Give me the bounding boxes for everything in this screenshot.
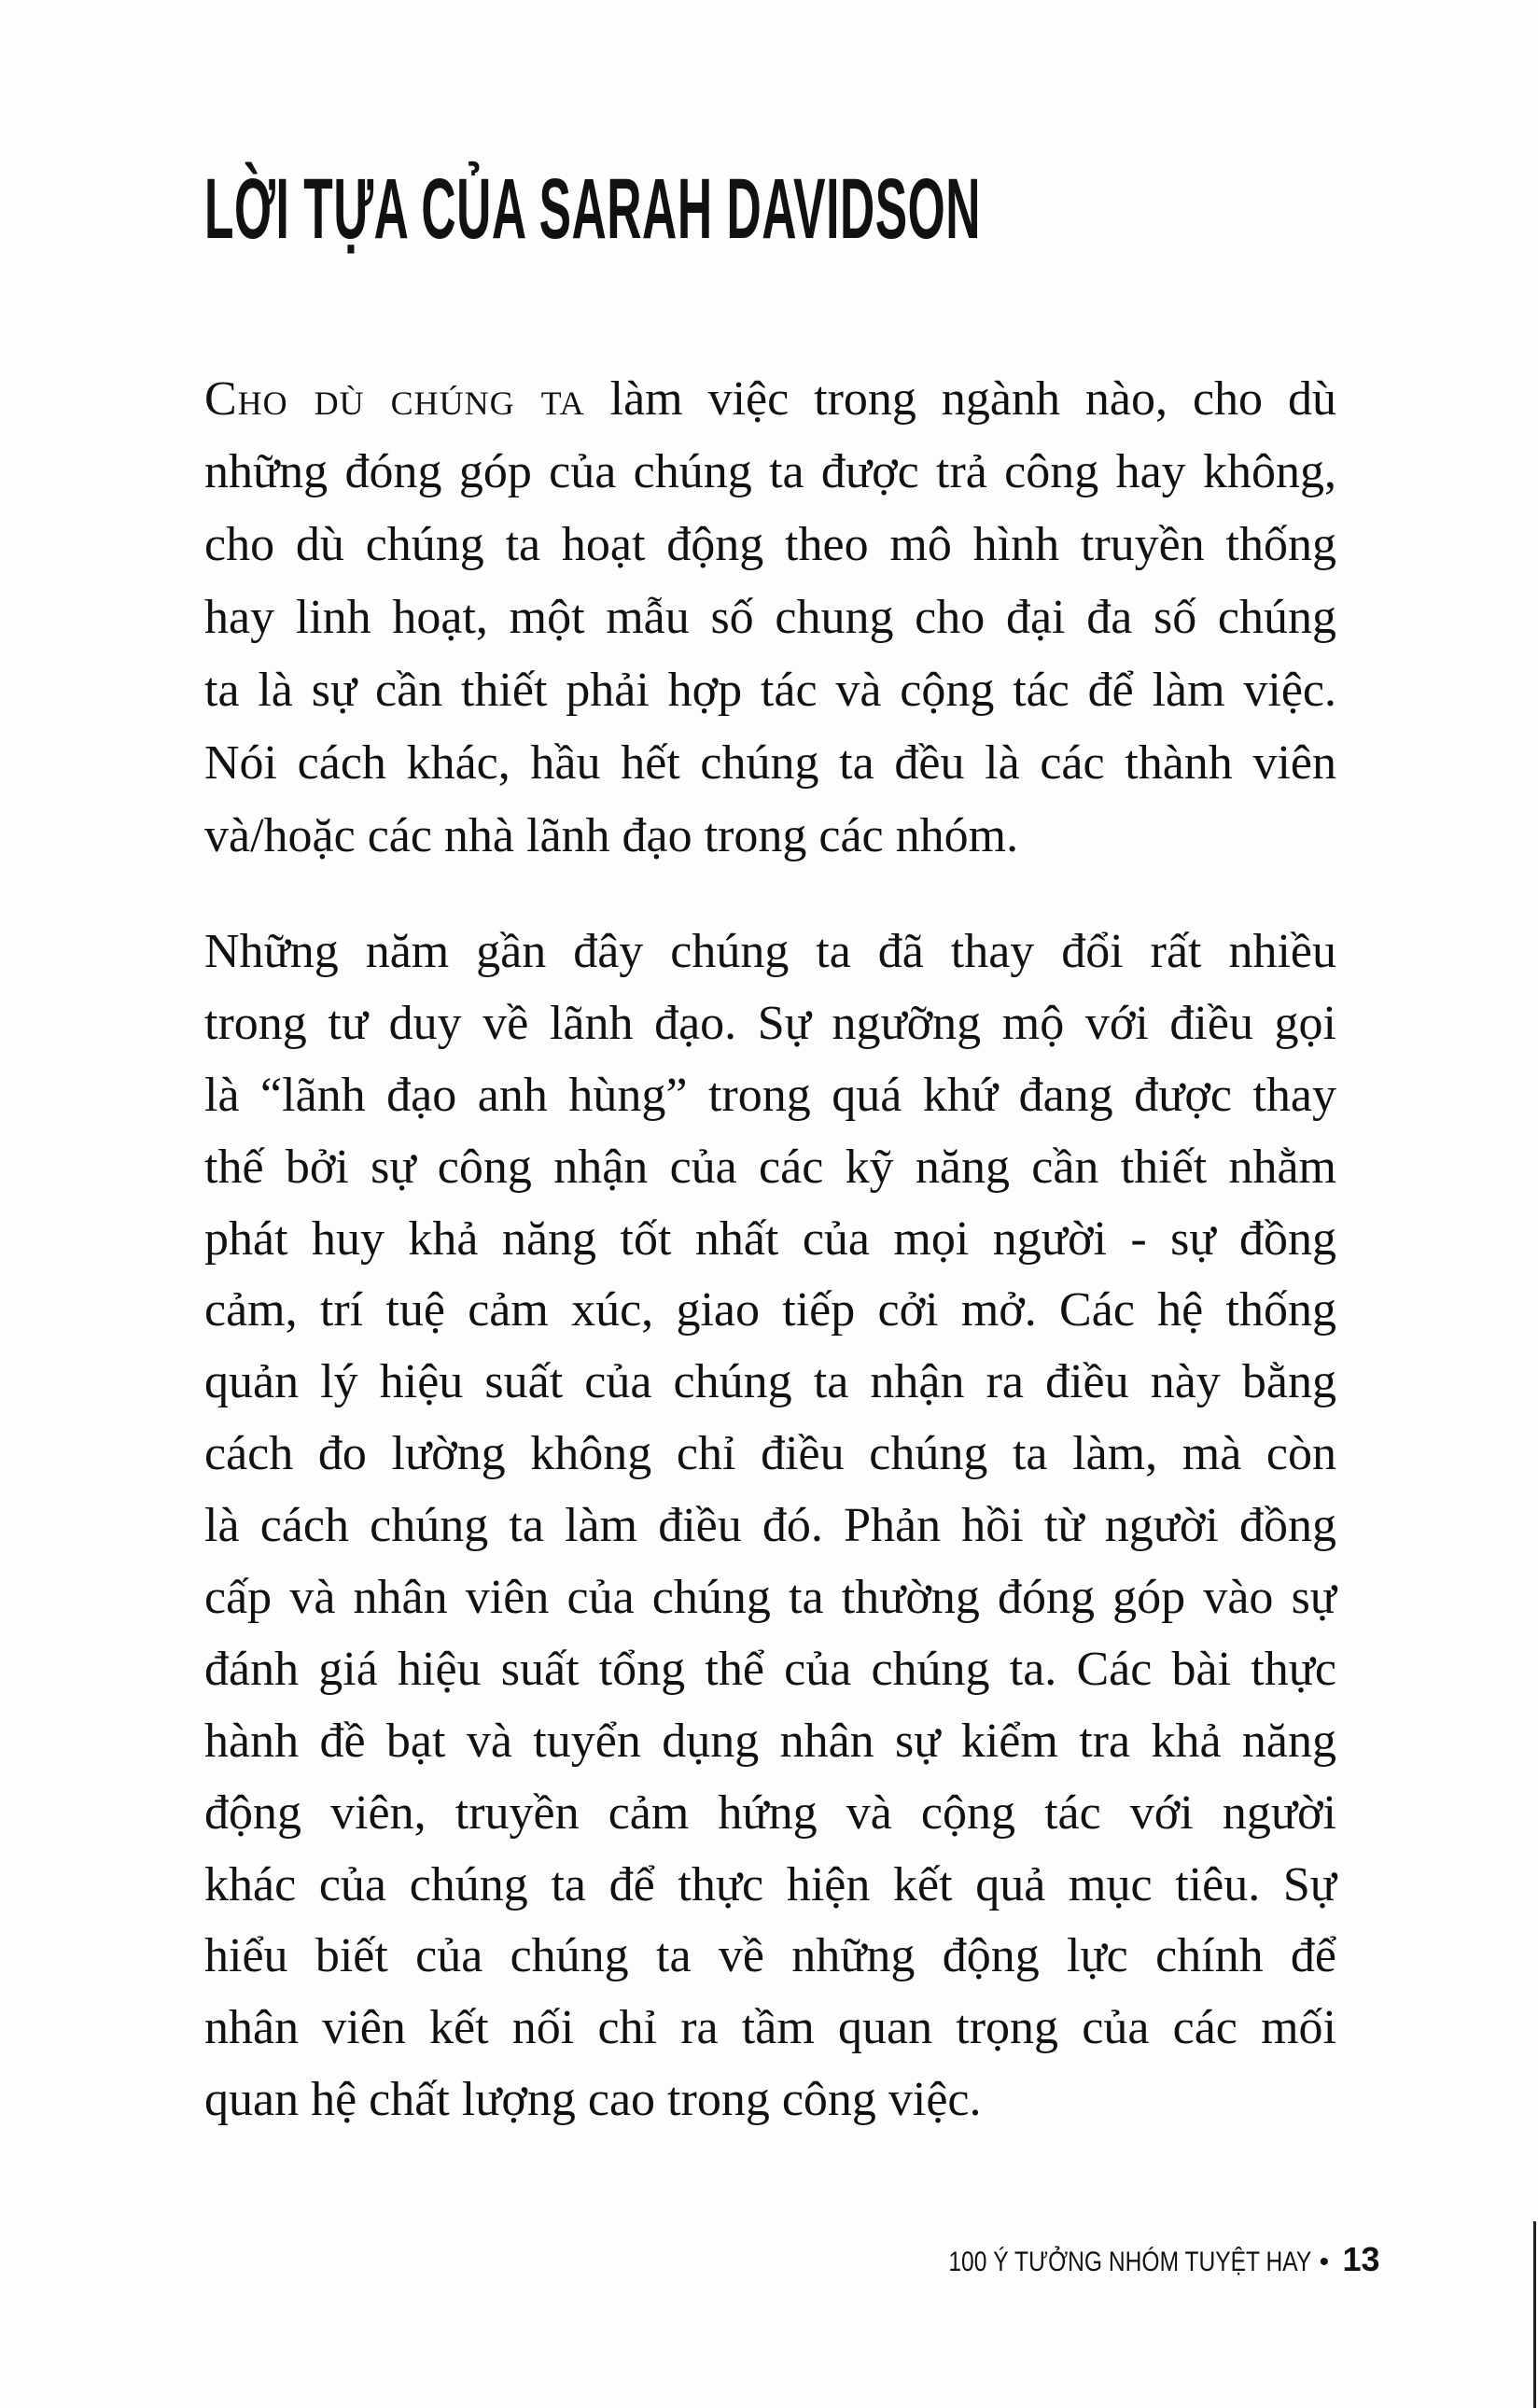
- text-line: cách đo lường không chỉ điều chúng ta làm, mà còn: [204, 1427, 1336, 1481]
- chapter-title: LỜI TỰA CỦA SARAH DAVIDSON: [204, 161, 982, 257]
- text-line: thế bởi sự công nhận của các kỹ năng cần thiết nhằm: [204, 1140, 1336, 1194]
- paragraph-2: [204, 917, 1336, 2136]
- text-line: đánh giá hiệu suất tổng thể của chúng ta. Các bài thực: [204, 1642, 1336, 1696]
- paragraph-1: [204, 363, 1336, 873]
- text-line-content: làm việc trong ngành nào, cho dù: [609, 372, 1336, 426]
- text-line: là “lãnh đạo anh hùng” trong quá khứ đang được thay: [204, 1068, 1336, 1122]
- page-footer: [869, 2240, 1380, 2279]
- text-line: cho dù chúng ta hoạt động theo mô hình truyền thống: [204, 518, 1336, 571]
- text-line: cấp và nhân viên của chúng ta thường đóng góp vào sự: [204, 1571, 1336, 1625]
- text-line: [204, 363, 1336, 436]
- page-number: 13: [1342, 2240, 1380, 2278]
- text-line: phát huy khả năng tốt nhất của mọi người - sự đồng: [204, 1211, 1336, 1266]
- text-line: là cách chúng ta làm điều đó. Phản hồi từ người đồng: [204, 1499, 1336, 1553]
- text-line: những đóng góp của chúng ta được trả công hay không,: [204, 445, 1336, 498]
- text-line: Những năm gần đây chúng ta đã thay đổi rất nhiều: [204, 925, 1336, 978]
- text-line: trong tư duy về lãnh đạo. Sự ngưỡng mộ với điều gọi: [204, 996, 1336, 1050]
- text-line: Nói cách khác, hầu hết chúng ta đều là các thành viên: [204, 736, 1336, 790]
- text-line: ta là sự cần thiết phải hợp tác và cộng tác để làm việc.: [204, 664, 1336, 717]
- text-line: khác của chúng ta để thực hiện kết quả mục tiêu. Sự: [204, 1857, 1336, 1911]
- text-line: quản lý hiệu suất của chúng ta nhận ra điều này bằng: [204, 1355, 1336, 1409]
- text-line: và/hoặc các nhà lãnh đạo trong các nhóm.: [204, 809, 1019, 862]
- running-title: 100 Ý TƯỞNG NHÓM TUYỆT HAY: [948, 2247, 1312, 2277]
- page-edge-shadow: [1533, 2221, 1536, 2408]
- text-line: hiểu biết của chúng ta về những động lực chính để: [204, 1929, 1336, 1983]
- text-line: cảm, trí tuệ cảm xúc, giao tiếp cởi mở. Các hệ thống: [204, 1283, 1336, 1337]
- text-line: động viên, truyền cảm hứng và cộng tác với người: [204, 1785, 1336, 1840]
- text-line: quan hệ chất lượng cao trong công việc.: [204, 2073, 982, 2127]
- small-caps-lead: Cho dù chúng ta: [204, 372, 585, 426]
- text-line: hay linh hoạt, một mẫu số chung cho đại đa số chúng: [204, 591, 1336, 644]
- bullet-separator: •: [1319, 2247, 1330, 2277]
- text-line: nhân viên kết nối chỉ ra tầm quan trọng của các mối: [204, 2001, 1336, 2055]
- text-line: hành đề bạt và tuyển dụng nhân sự kiểm tra khả năng: [204, 1714, 1336, 1768]
